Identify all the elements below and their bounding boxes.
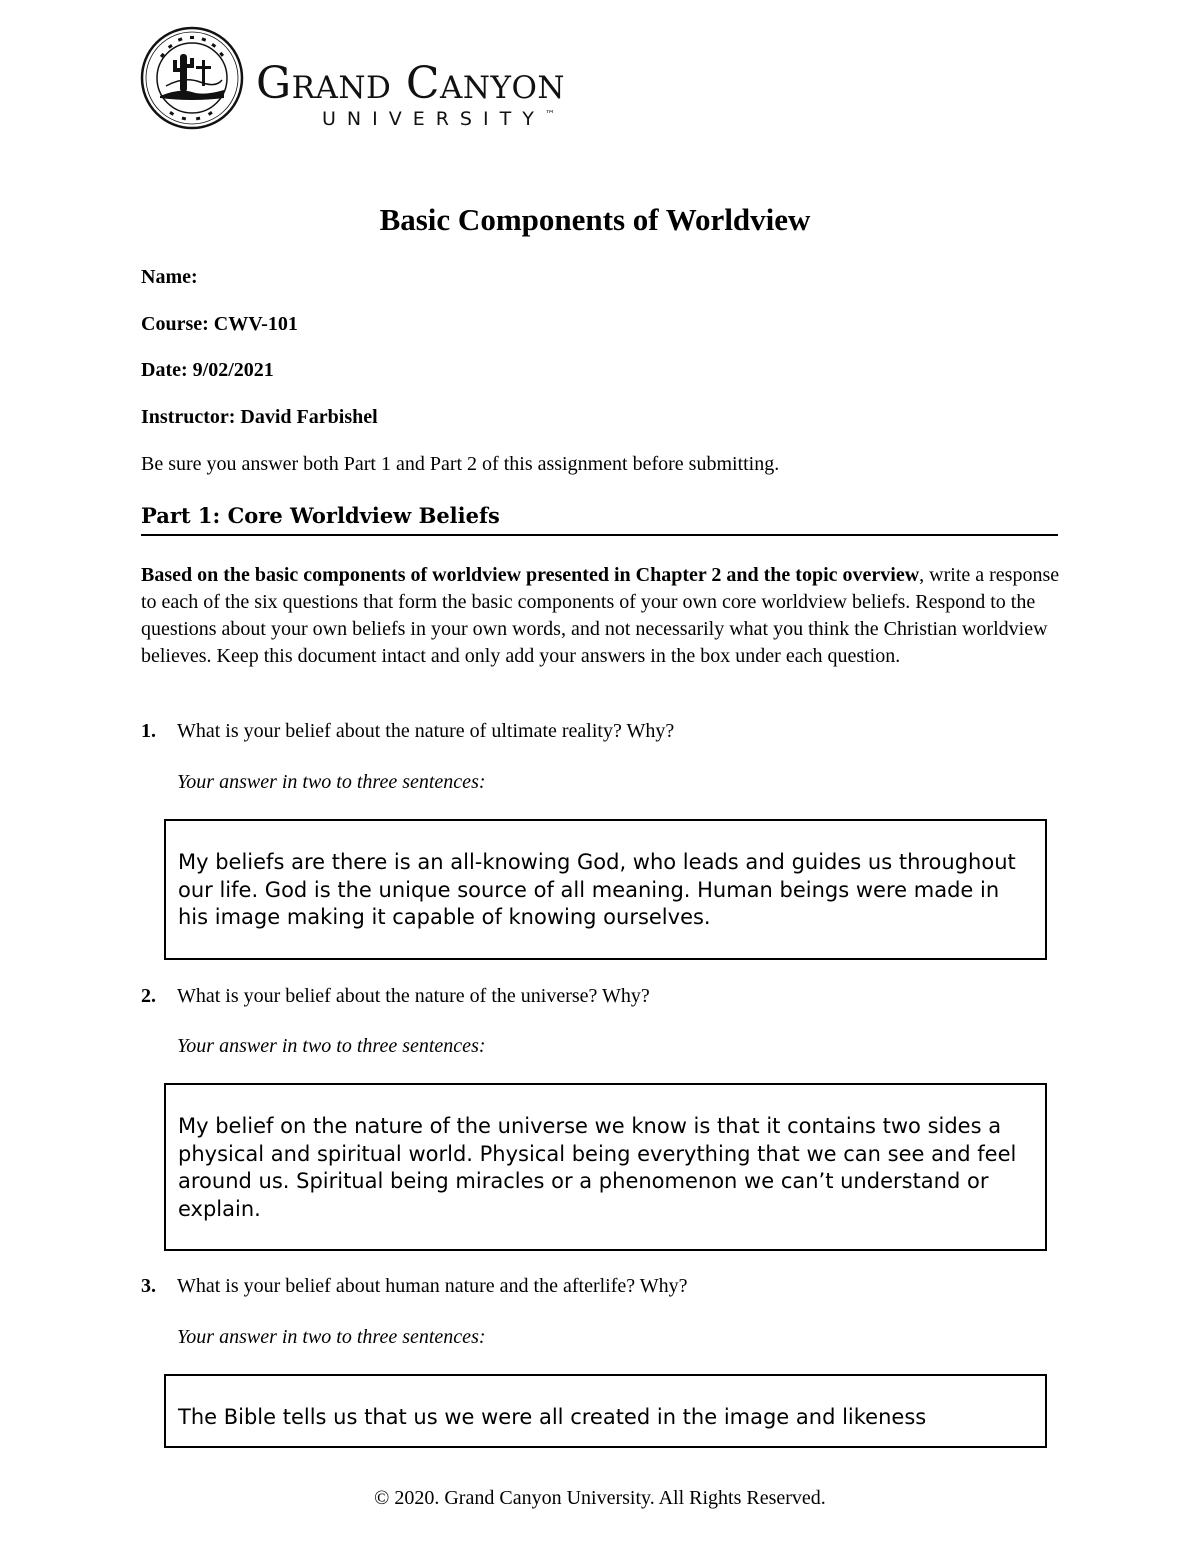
question-number: 3. — [141, 1275, 156, 1297]
answer-box-3[interactable]: The Bible tells us that us we were all created in the image and likeness — [164, 1374, 1047, 1448]
logo-subline — [322, 108, 565, 130]
university-seal-icon — [140, 26, 244, 130]
date-field: Date: 9/02/2021 — [141, 359, 274, 381]
logo-line2: UNIVERSITY — [322, 108, 545, 130]
answer-hint-3: Your answer in two to three sentences: — [177, 1326, 486, 1348]
course-field: Course: CWV-101 — [141, 313, 298, 335]
question-text: What is your belief about human nature and the afterlife? Why? — [177, 1275, 688, 1297]
question-text: What is your belief about the nature of ultimate reality? Why? — [177, 720, 675, 742]
answer-hint-2: Your answer in two to three sentences: — [177, 1035, 486, 1057]
question-2 — [141, 985, 650, 1008]
document-title: Basic Components of Worldview — [379, 202, 811, 237]
logo-wordmark — [256, 58, 566, 109]
question-number: 1. — [141, 720, 156, 742]
intro-paragraph — [141, 562, 1063, 670]
university-logo — [140, 26, 620, 131]
instructor-field: Instructor: David Farbishel — [141, 406, 378, 428]
question-text: What is your belief about the nature of the universe? Why? — [177, 985, 650, 1007]
name-field: Name: — [141, 266, 198, 288]
copyright-footer: © 2020. Grand Canyon University. All Rights Reserved. — [374, 1487, 826, 1509]
question-number: 2. — [141, 985, 156, 1007]
intro-text: , write a response to each of the six questions that form the basic components of your own core worldview beliefs. Respond to the questions about your own beliefs in your own words, and not necessarily what you think the Christian worldview believes. Keep this document intact and only add your answers in the box under each question. — [141, 564, 1060, 667]
trademark-symbol: ™ — [544, 109, 555, 121]
answer-box-2[interactable]: My belief on the nature of the universe we know is that it contains two sides a physical and spiritual world. Physical being everything that we can see and feel around us. Spiritual being miracles or a phenomenon we can’t understand or explain. — [164, 1083, 1047, 1251]
intro-bold-text: Based on the basic components of worldview presented in Chapter 2 and the topic overview — [141, 564, 920, 586]
part1-heading: Part 1: Core Worldview Beliefs — [141, 503, 1058, 536]
logo-line1: Grand Canyon — [256, 58, 566, 109]
submission-instruction: Be sure you answer both Part 1 and Part 2 of this assignment before submitting. — [141, 453, 780, 475]
question-3 — [141, 1275, 688, 1298]
question-1 — [141, 720, 674, 743]
answer-hint-1: Your answer in two to three sentences: — [177, 771, 486, 793]
answer-box-1[interactable]: My beliefs are there is an all-knowing God, who leads and guides us throughout our life. God is the unique source of all meaning. Human beings were made in his image making it capable of knowing ourselves. — [164, 819, 1047, 960]
